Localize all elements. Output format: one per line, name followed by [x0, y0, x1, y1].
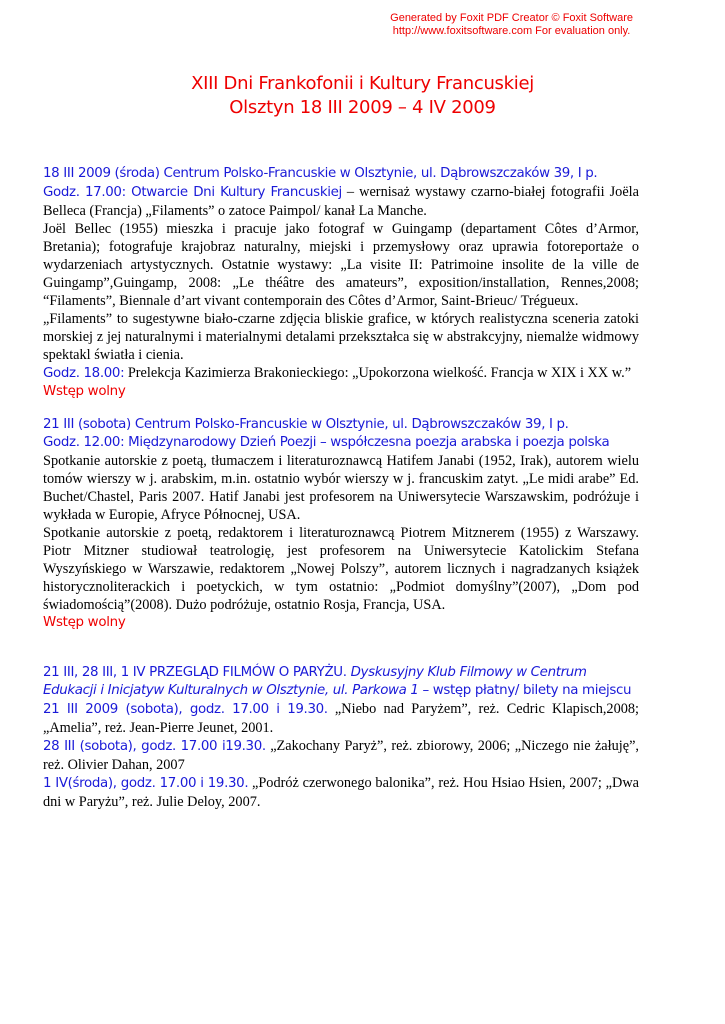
- section3-heading-italic: Dyskusyjny Klub Filmowy w Centrum Edukacji i Inicjatyw Kulturalnych w Olsztynie, ul. Parkowa 1: [43, 665, 587, 698]
- section-opening: [43, 165, 639, 401]
- title-line-1: XIII Dni Frankofonii i Kultury Francuskiej: [191, 73, 534, 94]
- section1-event2: [43, 364, 639, 383]
- evaluation-watermark: [390, 12, 633, 38]
- screening-2-text: „Zakochany Paryż”, reż. zbiorowy, 2006; „Niczego nie żałuję”, reż. Olivier Dahan, 2007: [43, 738, 640, 773]
- screening-1: [43, 700, 639, 737]
- watermark-line-2: http://www.foxitsoftware.com For evaluation only.: [392, 25, 631, 37]
- section2-event-label: Godz. 12.00: Międzynarodowy Dzień Poezji – współczesna poezja arabska i poezja polska: [43, 435, 610, 450]
- title-line-2: Olsztyn 18 III 2009 – 4 IV 2009: [229, 97, 496, 118]
- section1-event2-label: Godz. 18.00:: [43, 366, 125, 381]
- section-film-review: [43, 664, 639, 811]
- section2-paragraph-1: Spotkanie autorskie z poetą, tłumaczem i literaturoznawcą Hatifem Janabi (1952, Irak), autorem wielu tomów wierszy w j. arabskim, m.in. ostatnio wybór wierszy w j. francuskim zatyt. „Le midi arabe” Ed. Buchet/Chastel, Paris 2007. Hatif Janabi jest profesorem na Uniwersytecie Warszawskim, podróżuje i wykłada w Europie, Afryce Północnej, USA.: [43, 453, 639, 523]
- section3-heading-tail: – wstęp płatny/ bilety na miejscu: [418, 683, 632, 698]
- section1-heading: 18 III 2009 (środa) Centrum Polsko-Francuskie w Olsztynie, ul. Dąbrowszczaków 39, I p.: [43, 166, 598, 181]
- section1-event1-text: – wernisaż wystawy czarno-białej fotografii Joëla Belleca (Francja) „Filaments” o zatoce Paimpol/ kanał La Manche.: [43, 184, 639, 219]
- section1-event1: [43, 183, 639, 220]
- section3-heading: [43, 664, 639, 700]
- screening-2: [43, 737, 639, 774]
- watermark-line-1: Generated by Foxit PDF Creator © Foxit Software: [390, 12, 633, 24]
- section1-description: „Filaments” to sugestywne biało-czarne zdjęcia bliskie grafice, w których realistyczna sceneria zatoki morskiej z jej naturalnymi i materialnymi detalami przekształca się w abstrakcyjny, niemalże widmowy spektakl światła i cienia.: [43, 311, 639, 363]
- section2-heading: 21 III (sobota) Centrum Polsko-Francuskie w Olsztynie, ul. Dąbrowszczaków 39, I p.: [43, 417, 569, 432]
- section1-bio: Joël Bellec (1955) mieszka i pracuje jako fotograf w Guingamp (departament Côtes d’Armor, Bretania); fotografuje krajobraz naturalny, miejski i przemysłowy oraz uprawia fotoreportaże o wydarzeniach artystycznych. Ostatnie wystawy: „La visite II: Patrimoine insolite de la ville de Guingamp”,Guingamp, 2008: „Le théâtre des amateurs”, exposition/installation, Rennes,2008; “Filaments”, Biennale d’art vivant contemporain des Côtes d’Armor, Saint-Brieuc/ Trégueux.: [43, 221, 639, 309]
- section2-paragraph-2: Spotkanie autorskie z poetą, redaktorem i literaturoznawcą Piotrem Mitznerem (1955) z Warszawy. Piotr Mitzner studiował teatrologię, jest profesorem na Uniwersytecie Katolickim Stefana Wyszyńskiego w Warszawie, redaktorem „Nowej Polszy”, autorem licznych i nagradzanych książek historycznoliterackich i poetyckich, w tym ostatnio: „Podmiot domyślny”(2007), „Dom pod świadomością”(2008). Dużo podróżuje, ostatnio Rosja, Francja, USA.: [43, 525, 639, 613]
- screening-1-text: „Niebo nad Paryżem”, reż. Cedric Klapisch,2008; „Amelia”, reż. Jean-Pierre Jeunet, 2001.: [43, 701, 639, 736]
- section-poetry-day: [43, 416, 639, 632]
- section2-entry-note: Wstęp wolny: [43, 615, 126, 630]
- screening-3: [43, 774, 639, 811]
- page-title: [0, 72, 725, 120]
- section1-entry-note: Wstęp wolny: [43, 384, 126, 399]
- screening-3-label: 1 IV(środa), godz. 17.00 i 19.30.: [43, 776, 249, 791]
- screening-2-label: 28 III (sobota), godz. 17.00 i19.30.: [43, 739, 266, 754]
- section3-heading-upper: 21 III, 28 III, 1 IV PRZEGLĄD FILMÓW O PARYŻU.: [43, 665, 347, 680]
- section1-event2-text: Prelekcja Kazimierza Brakonieckiego: „Upokorzona wielkość. Francja w XIX i XX w.”: [124, 365, 632, 381]
- section1-event1-label: Godz. 17.00: Otwarcie Dni Kultury Francuskiej: [43, 185, 342, 200]
- document-body: [43, 165, 639, 811]
- screening-3-text: „Podróż czerwonego balonika”, reż. Hou Hsiao Hsien, 2007; „Dwa dni w Paryżu”, reż. Julie Deloy, 2007.: [43, 775, 639, 810]
- screening-1-label: 21 III 2009 (sobota), godz. 17.00 i 19.30.: [43, 702, 328, 717]
